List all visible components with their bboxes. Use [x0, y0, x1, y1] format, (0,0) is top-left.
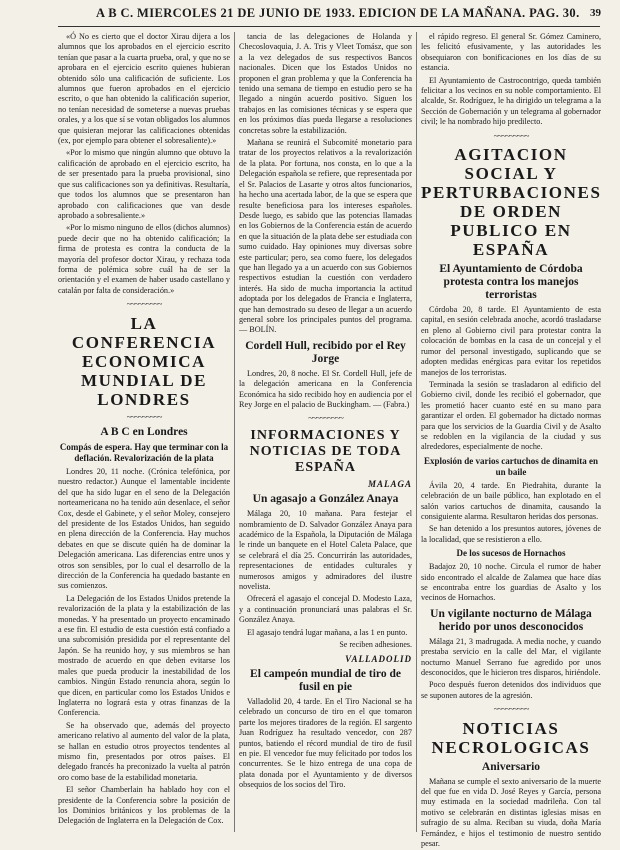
paragraph: Córdoba 20, 8 tarde. El Ayuntamiento de esta capital, en sesión celebrada anoche, acordó trasladarse en pleno al Gobierno civil para protestar contra la colocación de bombas en la casa de un concejal y el rumor del personal investigado, suplicando que se adopten medidas enérgicas para evitar los repetidos manejos de los terroristas.: [421, 305, 601, 377]
ornament-divider: ~~~~~~~~~: [493, 704, 529, 715]
paragraph: Málaga 20, 10 mañana. Para festejar el nombramiento de D. Salvador González Anaya para académico de la Española, la Diputación de Málaga le rinde un banquete en el Hotel Caleta Palace, que se celebrará el día 25. Concurrirán las autoridades, representaciones de entidades culturales y numerosos amigos y admiradores del ilustre novelista.: [239, 509, 412, 592]
signature-line: Se reciben adhesiones.: [339, 640, 412, 650]
dateline-malaga: MALAGA: [367, 478, 412, 489]
paragraph: Ofrecerá el agasajo el concejal D. Modesto Laza, y a continuación pronunciará unas palabras el Sr. González Anaya.: [239, 594, 412, 625]
header-title: A B C. MIERCOLES 21 DE JUNIO DE 1933. EDICION DE LA MAÑANA. PAG. 30.: [96, 6, 580, 20]
paragraph: Mañana se cumple el sexto aniversario de la muerte del que fue en vida D. José Reyes y García, persona muy estimada en la sociedad madrileña. Con tal motivo se celebrarán en distintas iglesias misas en sufragio de su alma. Reciban su viuda, doña María Fernández, e hijos el testimonio de nuestro sentido pesar.: [421, 776, 601, 849]
headline-explosion: Explosión de varios cartuchos de dinamita en un baile: [423, 455, 598, 477]
headline-aniversario: Aniversario: [481, 760, 541, 773]
paragraph: el rápido regreso. El general Sr. Gómez Caminero, les felicitó efusivamente, y las autoridades les obsequiaron con bonificaciones en los días de su estancia.: [421, 32, 601, 73]
paragraph: tancia de las delegaciones de Holanda y Checoslovaquia, J. A. Tris y Vleet Tomász, que son a la vez delegados de sus respectivos Bancos nacionales. Dicen que los Estados Unidos no proponen el gran problema y que la Conferencia ha tenido una semana de tiempo en estudio pero se ha llegado a ningún acuerdo positivo. Siguen los trabajos en las comisiones técnicas y se espera que en los próximos días pueda llegarse a resoluciones concretas sobre la estabilización.: [239, 32, 412, 135]
page-header: [0, 0, 620, 28]
column-divider: [416, 32, 417, 832]
paragraph: La Delegación de los Estados Unidos pretende la revalorización de la plata y la estabilización de las monedas. Y ha presentado un proyecto encaminado a ese fin. El estudio de esta cuestión está confiado a una subcomisión presidida por el representante del Japón. Se ha reunido hoy, y sus miembros se han mostrado de acuerdo en que deben evitarse los males que pueda producir la inestabilidad de los cambios. Ningún Estado renuncia ahora, según lo que dicen, en particular como los Estados Unidos e Inglaterra no logrará esta y otras finanzas de la Conferencia.: [58, 593, 230, 718]
paragraph: Valladolid 20, 4 tarde. En el Tiro Nacional se ha celebrado un concurso de tiro en el que tomaron parte los mejores tiradores de la región. El sargento Juan Rodríguez ha resultado vencedor, con 287 puntos, batiendo el récord mundial de tiro de fusil en pie. El vencedor fue muy felicitado por todos los concurrentes. Se le hizo entrega de una copa de plata donada por el Ayuntamiento y de diversos obsequios de los socios del Tiro.: [239, 696, 412, 790]
headline-conferencia: LA CONFERENCIA ECONOMICA MUNDIAL DE LONDRES: [71, 313, 217, 409]
paragraph: Terminada la sesión se trasladaron al edificio del Gobierno civil, donde les recibió el gobernador, que les prometió hacer cuanto esté en su mano para garantizar el orden. El gobernador ha dictado normas para que los servicios de la Guardia Civil y de Asalto se redoblen en la vigilancia de la ciudad y sus alrededores, especialmente de noche.: [421, 379, 601, 452]
paragraph: Se ha observado que, además del proyecto americano relativo al aumento del valor de la plata, se hallan en estudio otros proyectos tendentes al mismo fin, presentados por otros países. El delegado francés ha preconizado la vuelta al patrón oro como base de la estabilidad monetaria.: [58, 720, 230, 782]
column-divider: [234, 32, 235, 832]
ornament-divider: ~~~~~~~~~: [308, 413, 343, 424]
column-right: [421, 32, 602, 849]
column-left: [58, 32, 230, 837]
ornament-divider: ~~~~~~~~~: [126, 299, 162, 310]
subheadline-compas: Compás de espera. Hay que terminar con la deflación. Revalorización de la plata: [59, 441, 229, 463]
paragraph: El Ayuntamiento de Castrocontrigo, queda también felicitar a los vecinos en su noble comportamiento. El alcalde, Sr. Rodríguez, le ha dirigido un telegrama a la Sección de Gobernación y un telegrama al gobernador civil; le ha nombrado hijo predilecto.: [421, 75, 601, 127]
paragraph: Londres 20, 11 noche. (Crónica telefónica, por nuestro redactor.) Aunque el lamentable incidente del que ha sido lugar en el seno de la Delegación norteamericana no ha tenido aún desenlace, el señor Cox, desde el Gabinete, y el señor Moley, consejero del presidente de los Estados Unidos, han seguido en plena dirección de la Conferencia. Hay muchos debates en que se discute quién ha de dominar la Delegación americana. Las diferencias entre unos y otros son sensibles, por lo cual el desarrollo de la dirección de la Conferencia ha quedado bastante en sus comienzos.: [58, 466, 230, 591]
dateline-valladolid: VALLADOLID: [345, 653, 412, 664]
headline-agasajo: Un agasajo a González Anaya: [252, 493, 399, 506]
ornament-divider: ~~~~~~~~~: [126, 411, 162, 422]
paragraph: «Ó No es cierto que el doctor Xirau dijera a los alumnos que los aprobados en el ejercicio escrito tenían que pasar a la cuarta prueba, oral, y que no se aprobara en el ejercicio escrito quienes hubieran obtenido sólo una calificación de suficiente. Los alumnos que fueron aprobados en el ejercicio escrito, o que han obtenido la calificación superior, no tenían necesidad de someterse a nuevas pruebas orales, y a los que sí se votan obligados los alumnos que quisieran mejorar las calificaciones obtenidas (ex, por ejemplo para obtener el sobresaliente).»: [58, 32, 230, 146]
ornament-divider: ~~~~~~~~~: [493, 130, 529, 141]
headline-informaciones: INFORMACIONES Y NOTICIAS DE TODA ESPAÑA: [249, 427, 402, 475]
headline-abc-londres: A B C en Londres: [100, 425, 188, 438]
paragraph: Ávila 20, 4 tarde. En Piedrahita, durante la celebración de un baile público, han explotado en el salón varios cartuchos de dinamita, causando la consiguiente alarma. Resultaron heridas dos personas.: [421, 480, 601, 521]
page-number: 39: [590, 7, 601, 19]
headline-noticias: NOTICIAS NECROLOGICAS: [431, 718, 591, 757]
headline-vigilante: Un vigilante nocturno de Málaga herido por unos desconocidos: [430, 607, 592, 633]
headline-agitacion: AGITACION SOCIAL Y PERTURBACIONES DE ORDEN PUBLICO EN ESPAÑA: [421, 145, 602, 260]
paragraph: Poco después fueron detenidos dos individuos que se suponen autores de la agresión.: [421, 680, 601, 700]
headline-cordell-hull: Cordell Hull, recibido por el Rey Jorge: [245, 339, 406, 365]
headline-campeon: El campeón mundial de tiro de fusil en pie: [250, 667, 401, 693]
headline-cordoba: El Ayuntamiento de Córdoba protesta contra los manejos terroristas: [439, 263, 583, 302]
paragraph: El agasajo tendrá lugar mañana, a las 1 en punto.: [247, 627, 408, 637]
paragraph: Málaga 21, 3 madrugada. A media noche, y cuando prestaba servicio en la calle del Mar, el vigilante nocturno Manuel Serrano fue agredido por unos desconocidos, que le hicieron tres disparos, hiriéndole.: [421, 636, 601, 678]
header-rule: [58, 26, 600, 27]
paragraph: Mañana se reunirá el Subcomité monetario para tratar de los proyectos relativos a la revalorización de la plata. Por fortuna, nos consta, en lo que a la Delegación española se refiere, que representada por el Sr. Palacios de Lasarte y otros altos funcionarios, ha hecho una acertada labor, de la que se espera que resulte beneficiosa para los intereses españoles. Desde luego, es sabido que las potencias llamadas en los Gobiernos de la Conferencia están de acuerdo en que la situación de la plata debe ser estudiada con sumo cuidado. Hay opiniones muy diversas sobre este particular; pero, sea como fuere, los delegados que han llegado ya a un acuerdo con sus Gobiernos respectivos estudian la cuestión con verdadero interés. Ha sido de mucha importancia la actitud adoptada por los delegados de Francia e Inglaterra, que han demostrado su deseo de llegar a un acuerdo general sobre los principales puntos del programa. — BOLÍN.: [239, 138, 412, 335]
paragraph: «Por lo mismo ninguno de ellos (dichos alumnos) puede decir que no ha obtenido calificación; la firma de protesta es contra la conducta de la mayoría del profesor doctor Xirau, y rechaza toda forma de polémica sobre cuál ha de ser la orientación y el examen de haber usado castellano y catalán por falta de consideración.»: [58, 223, 230, 295]
paragraph: Badajoz 20, 10 noche. Circula el rumor de haber sido encontrado el alcalde de Zalamea que hace días se encontraba entre los guardias de Asalto y los vecinos de Hornachos.: [421, 562, 601, 603]
paragraph: Londres, 20, 8 noche. El Sr. Cordell Hull, jefe de la delegación americana en la Conferencia Económica ha sido recibido hoy en audiencia por el Rey Jorge en el palacio de Buckingham. — (Fabra.): [239, 368, 412, 409]
paragraph: El señor Chamberlain ha hablado hoy con el presidente de la Conferencia sobre la posición de los Dominios británicos y los problemas de la Delegación de Inglaterra en la Delegación de Cox.: [58, 785, 230, 826]
column-middle: [239, 32, 412, 837]
paragraph: Se han detenido a los presuntos autores, jóvenes de la localidad, que se resistieron a ello.: [421, 524, 601, 544]
paragraph: «Por lo mismo que ningún alumno que obtuvo la calificación de aprobado en el ejercicio escrito, ha de ser presentado para la prueba provisional, sino que sus calificaciones son ya definitivas. Resultaría, que todos los alumnos que se presentaron han aprobado con calificaciones que van desde aprobado a sobresaliente.»: [58, 148, 230, 220]
headline-hornachos: De los sucesos de Hornachos: [456, 548, 566, 559]
